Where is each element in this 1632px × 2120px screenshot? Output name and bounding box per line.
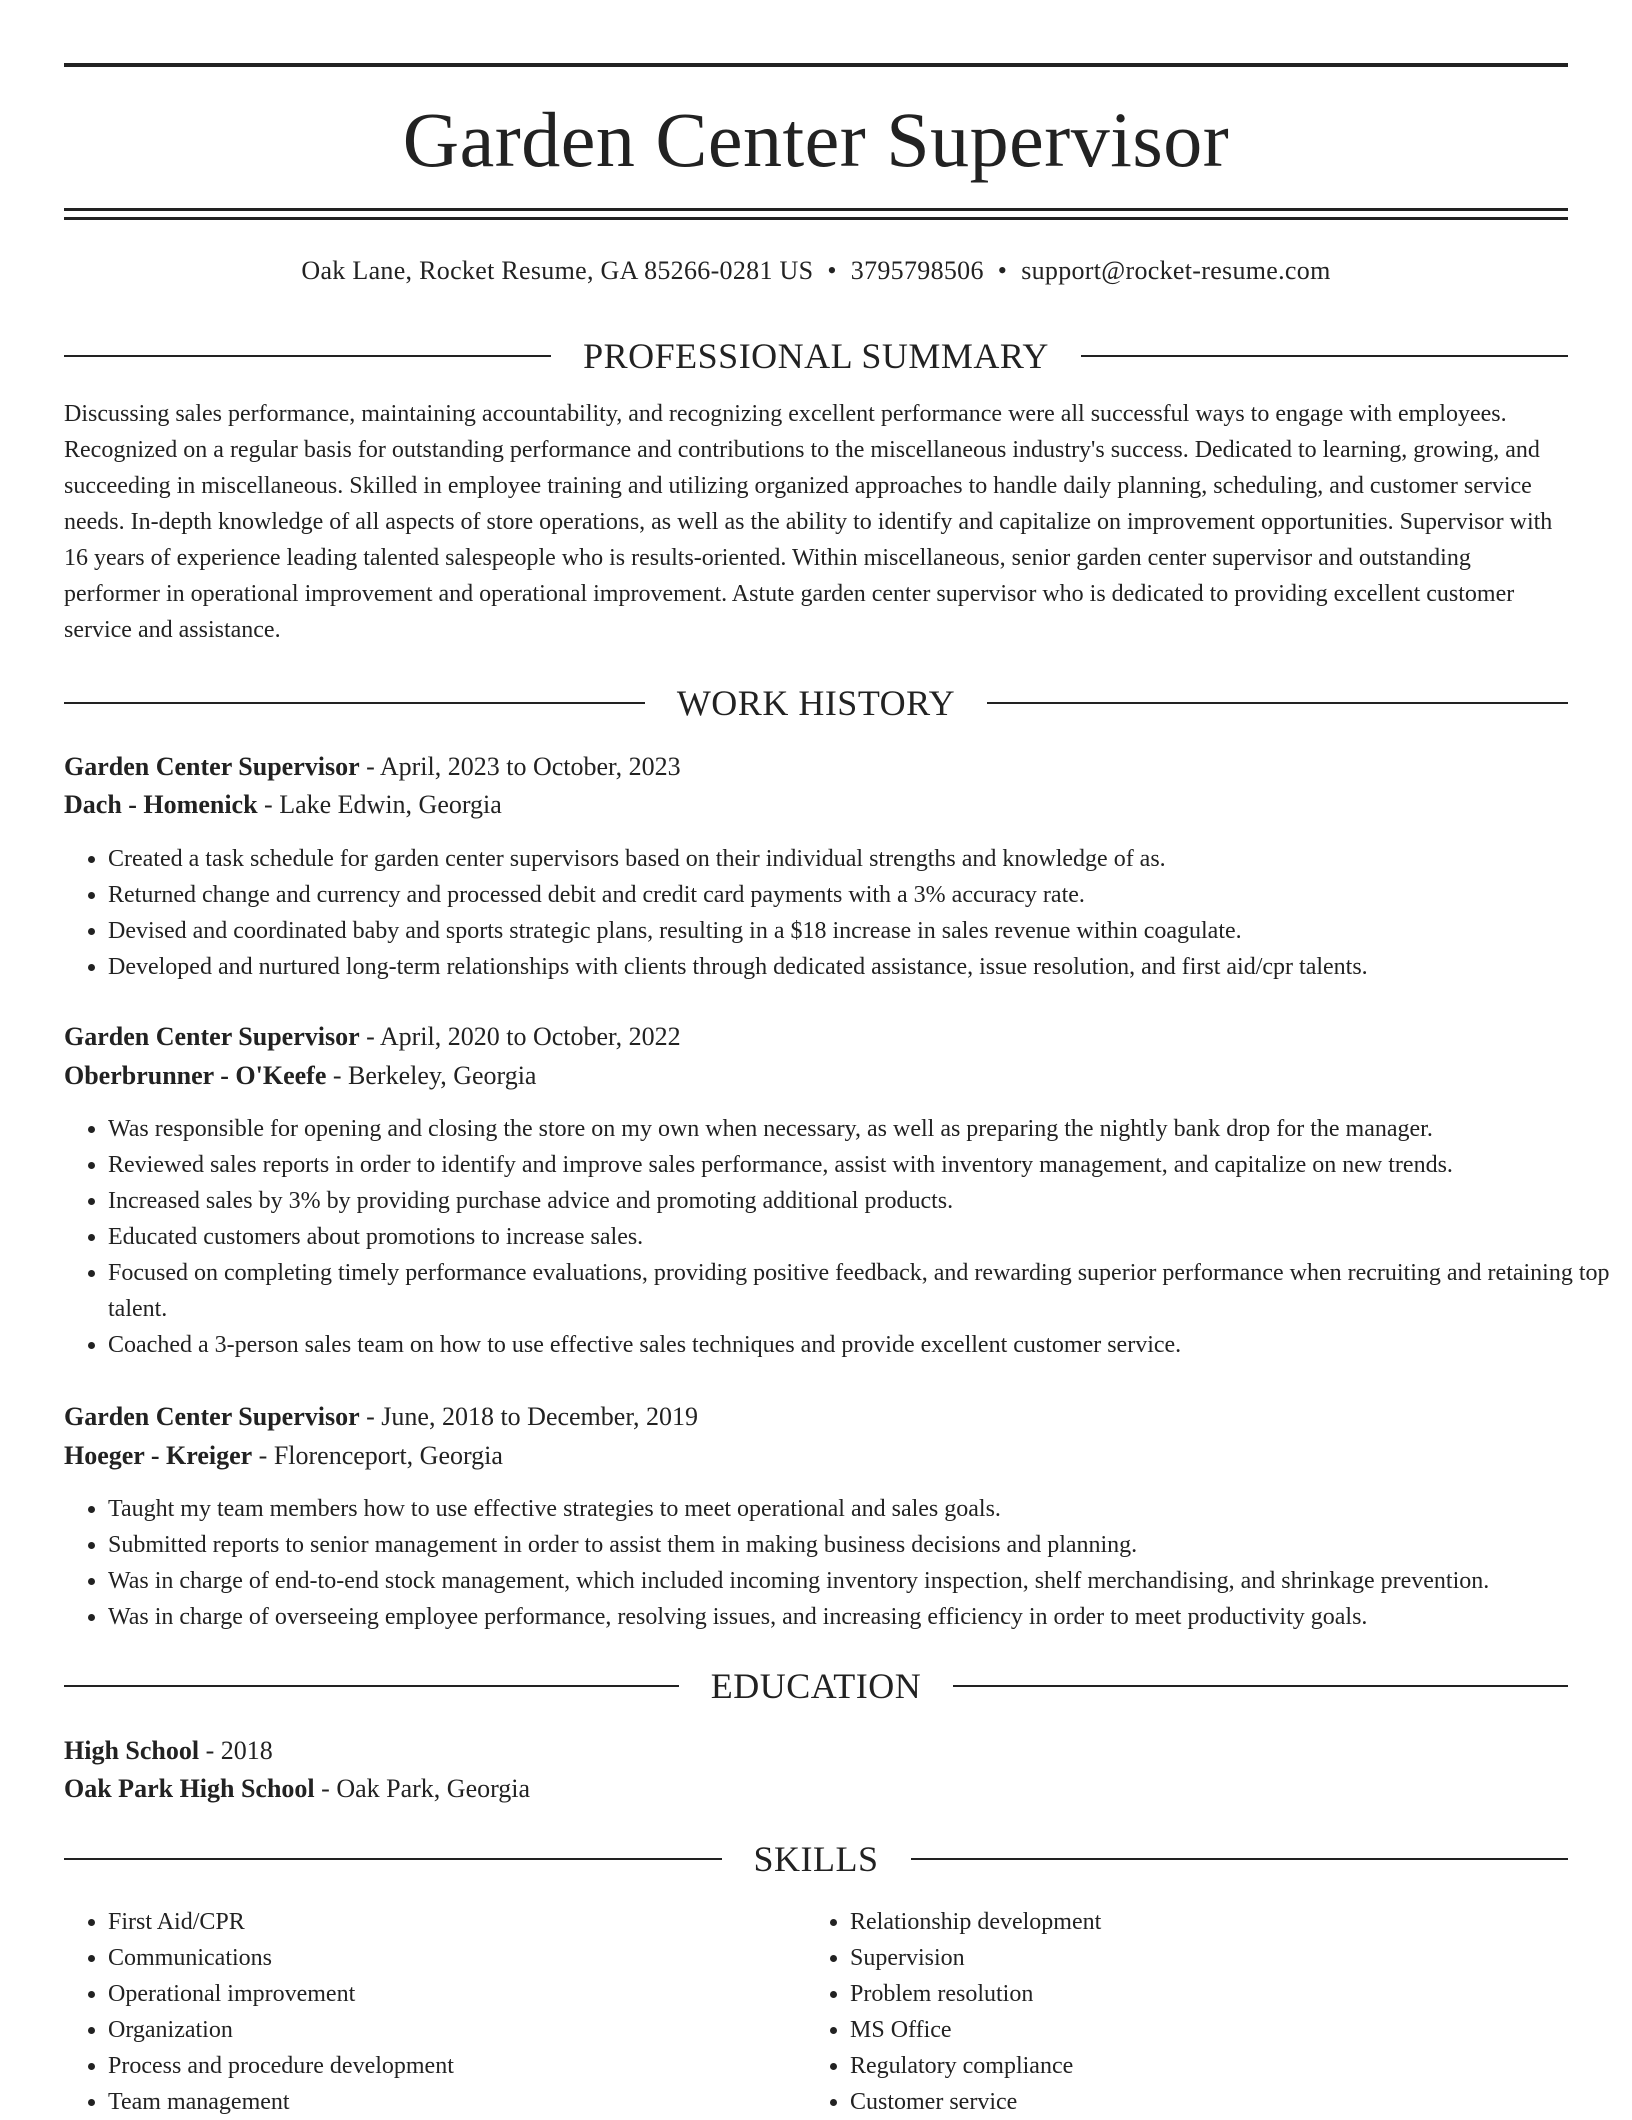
contact-separator: • (997, 256, 1008, 285)
heading-rule-right (953, 1685, 1568, 1687)
list-item: • Coached a 3-person sales team on how to use effective sales techniques and provide excellent customer service. (108, 1327, 1612, 1363)
list-item: • Team management (108, 2084, 808, 2120)
job-title: Garden Center Supervisor (64, 752, 360, 781)
job-title: Garden Center Supervisor (64, 1022, 360, 1051)
education-degree: High School (64, 1736, 200, 1765)
job-bullets (64, 1491, 1612, 1635)
education-school: Oak Park High School (64, 1774, 315, 1803)
list-item: • Submitted reports to senior management in order to assist them in making business decisions and planning. (108, 1527, 1612, 1563)
heading-rule-right (911, 1858, 1569, 1860)
list-item: • Returned change and currency and processed debit and credit card payments with a 3% accuracy rate. (108, 877, 1612, 913)
list-item: • First Aid/CPR (108, 1904, 808, 1940)
header-bottom-rule-1 (64, 208, 1568, 211)
job-dates: - June, 2018 to December, 2019 (359, 1402, 698, 1431)
resume-name-heading: Garden Center Supervisor (402, 96, 1230, 183)
section-title: EDUCATION (710, 1666, 922, 1706)
section-title: SKILLS (753, 1839, 879, 1879)
section-title: WORK HISTORY (676, 683, 956, 723)
contact-email: support@rocket-resume.com (1021, 256, 1331, 285)
job-bullets (64, 1111, 1612, 1363)
education-school-line (64, 1771, 1568, 1807)
education-year: - 2018 (199, 1736, 273, 1765)
job-company: Hoeger - Kreiger (64, 1441, 253, 1470)
job-title-line (64, 1019, 1568, 1055)
contact-separator: • (827, 256, 837, 285)
contact-phone: 3795798506 (850, 256, 984, 285)
list-item: • MS Office (850, 2012, 1550, 2048)
job-location: - Lake Edwin, Georgia (257, 790, 502, 819)
job-company: Oberbrunner - O'Keefe (64, 1061, 327, 1090)
list-item: • Was in charge of end-to-end stock management, which included incoming inventory inspection, shelf merchandising, and shrinkage prevention. (108, 1563, 1612, 1599)
list-item: • Devised and coordinated baby and sports strategic plans, resulting in a $18 increase in sales revenue within coagulate. (108, 913, 1612, 949)
list-item: • Organization (108, 2012, 808, 2048)
section-heading-summary (64, 336, 1568, 376)
list-item: • Operational improvement (108, 1976, 808, 2012)
list-item: • Customer service (850, 2084, 1550, 2120)
job-title-line (64, 749, 1568, 785)
job-company-line (64, 1058, 1568, 1094)
education-location: - Oak Park, Georgia (314, 1774, 531, 1803)
section-heading-skills (64, 1839, 1568, 1879)
heading-rule-left (64, 1858, 722, 1860)
job-dates: - April, 2020 to October, 2022 (359, 1022, 681, 1051)
job-dates: - April, 2023 to October, 2023 (359, 752, 681, 781)
job-company: Dach - Homenick (64, 790, 258, 819)
heading-rule-left (64, 1685, 679, 1687)
list-item: • Communications (108, 1940, 808, 1976)
heading-rule-right (1081, 355, 1568, 357)
list-item: • Focused on completing timely performance evaluations, providing positive feedback, and rewarding superior performance when recruiting and retaining top talent. (108, 1255, 1612, 1327)
skills-list-left (64, 1904, 808, 2120)
list-item: • Developed and nurtured long-term relationships with clients through dedicated assistance, issue resolution, and first aid/cpr talents. (108, 949, 1612, 985)
job-company-line (64, 787, 1568, 823)
list-item: • Process and procedure development (108, 2048, 808, 2084)
list-item: • Created a task schedule for garden center supervisors based on their individual strengths and knowledge of as. (108, 841, 1612, 877)
job-title: Garden Center Supervisor (64, 1402, 360, 1431)
list-item: • Taught my team members how to use effective strategies to meet operational and sales goals. (108, 1491, 1612, 1527)
job-location: - Florenceport, Georgia (252, 1441, 503, 1470)
section-title: PROFESSIONAL SUMMARY (583, 336, 1049, 376)
contact-address: Oak Lane, Rocket Resume, GA 85266-0281 US (301, 256, 814, 285)
list-item: • Regulatory compliance (850, 2048, 1550, 2084)
list-item: • Reviewed sales reports in order to identify and improve sales performance, assist with inventory management, and capitalize on new trends. (108, 1147, 1612, 1183)
list-item: • Was in charge of overseeing employee performance, resolving issues, and increasing efficiency in order to meet productivity goals. (108, 1599, 1612, 1635)
heading-rule-left (64, 355, 551, 357)
list-item: • Supervision (850, 1940, 1550, 1976)
job-title-line (64, 1399, 1568, 1435)
summary-text: Discussing sales performance, maintaining accountability, and recognizing excellent performance were all successful ways to engage with employees. Recognized on a regular basis for outstanding performance and contributions to the miscellaneous industry's success. Dedicated to learning, growing, and succeeding in miscellaneous. Skilled in employee training and utilizing organized approaches to handle daily planning, scheduling, and customer service needs. In-depth knowledge of all aspects of store operations, as well as the ability to identify and capitalize on improvement opportunities. Supervisor with 16 years of experience leading talented salespeople who is results-oriented. Within miscellaneous, senior garden center supervisor and outstanding performer in operational improvement and operational improvement. Astute garden center supervisor who is dedicated to providing excellent customer service and assistance. (64, 401, 1553, 643)
list-item: • Problem resolution (850, 1976, 1550, 2012)
job-bullets (64, 841, 1612, 985)
list-item: • Relationship development (850, 1904, 1550, 1940)
heading-rule-left (64, 702, 645, 704)
list-item: • Educated customers about promotions to increase sales. (108, 1219, 1612, 1255)
contact-line (0, 254, 1632, 288)
heading-rule-right (987, 702, 1568, 704)
skills-list-right (806, 1904, 1550, 2120)
list-item: • Increased sales by 3% by providing purchase advice and promoting additional products. (108, 1183, 1612, 1219)
list-item: • Was responsible for opening and closing the store on my own when necessary, as well as preparing the nightly bank drop for the manager. (108, 1111, 1612, 1147)
section-heading-work-history (64, 683, 1568, 723)
job-company-line (64, 1438, 1568, 1474)
header-bottom-rule-2 (64, 217, 1568, 220)
job-location: - Berkeley, Georgia (326, 1061, 537, 1090)
education-degree-line (64, 1733, 1568, 1769)
header-top-rule (64, 63, 1568, 67)
section-heading-education (64, 1666, 1568, 1706)
